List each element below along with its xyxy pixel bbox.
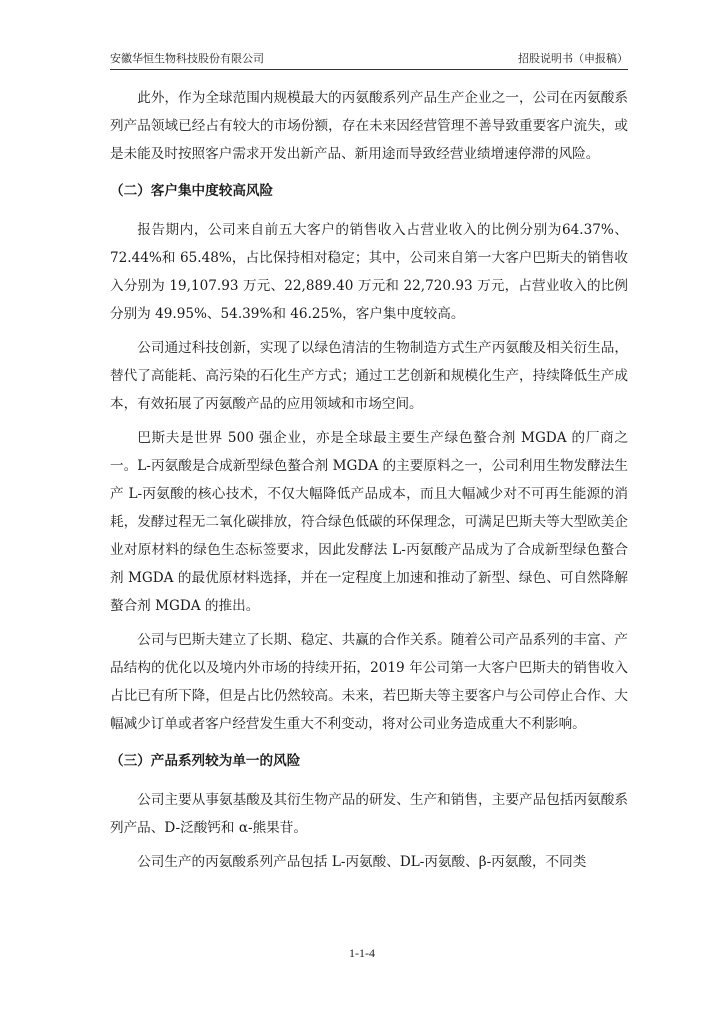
company-name: 安徽华恒生物科技股份有限公司: [110, 52, 264, 65]
paragraph: 公司通过科技创新，实现了以绿色清洁的生物制造方式生产丙氨酸及相关衍生品，替代了高能耗、高污染的石化生产方式；通过工艺创新和规模化生产，持续降低生产成本，有效拓展了丙氨酸产品的应用领域和市场空间。: [110, 340, 628, 412]
paragraph: 报告期内，公司来自前五大客户的销售收入占营业收入的比例分别为64.37%、72.44%和 65.48%，占比保持相对稳定；其中，公司来自第一大客户巴斯夫的销售收入分别为 19,107.93 万元、22,889.40 万元和 22,720.93 万元，占营业收入的比例分别为 49.95%、54.39%和 46.25%，客户集中度较高。: [110, 222, 628, 322]
intro-paragraph: 此外，作为全球范围内规模最大的丙氨酸系列产品生产企业之一，公司在丙氨酸系列产品领域已经占有较大的市场份额，存在未来因经营管理不善导致重要客户流失，或是未能及时按照客户需求开发出新产品、新用途而导致经营业绩增速停滞的风险。: [110, 90, 628, 162]
paragraph: 公司生产的丙氨酸系列产品包括 L-丙氨酸、DL-丙氨酸、β-丙氨酸，不同类: [137, 854, 587, 870]
section-title-customer-concentration: （二）客户集中度较高风险: [110, 183, 274, 199]
paragraph: 公司主要从事氨基酸及其衍生物产品的研发、生产和销售，主要产品包括丙氨酸系列产品、D-泛酸钙和 α-熊果苷。: [110, 792, 628, 836]
paragraph: 巴斯夫是世界 500 强企业，亦是全球最主要生产绿色螯合剂 MGDA 的厂商之一。L-丙氨酸是合成新型绿色螯合剂 MGDA 的主要原料之一，公司利用生物发酵法生产 L-丙氨酸的核心技术，不仅大幅降低产品成本，而且大幅减少对不可再生能源的消耗，发酵过程无二氧化碳排放，符合绿色低碳的环保理念，可满足巴斯夫等大型欧美企业对原材料的绿色生态标签要求，因此发酵法 L-丙氨酸产品成为了合成新型绿色螯合剂 MGDA 的最优原材料选择，并在一定程度上加速和推动了新型、绿色、可自然降解螯合剂 MGDA 的推出。: [110, 430, 628, 614]
page-body: [110, 84, 628, 880]
section-title-single-product-line: （三）产品系列较为单一的风险: [110, 753, 301, 769]
document-type: 招股说明书（申报稿）: [518, 52, 628, 65]
paragraph: 公司与巴斯夫建立了长期、稳定、共赢的合作关系。随着公司产品系列的丰富、产品结构的优化以及境内外市场的持续开拓，2019 年公司第一大客户巴斯夫的销售收入占比已有所下降，但是占比仍然较高。未来，若巴斯夫等主要客户与公司停止合作、大幅减少订单或者客户经营发生重大不利变动，将对公司业务造成重大不利影响。: [110, 632, 628, 732]
page-header: [110, 50, 628, 70]
page-number: 1-1-4: [349, 946, 375, 960]
